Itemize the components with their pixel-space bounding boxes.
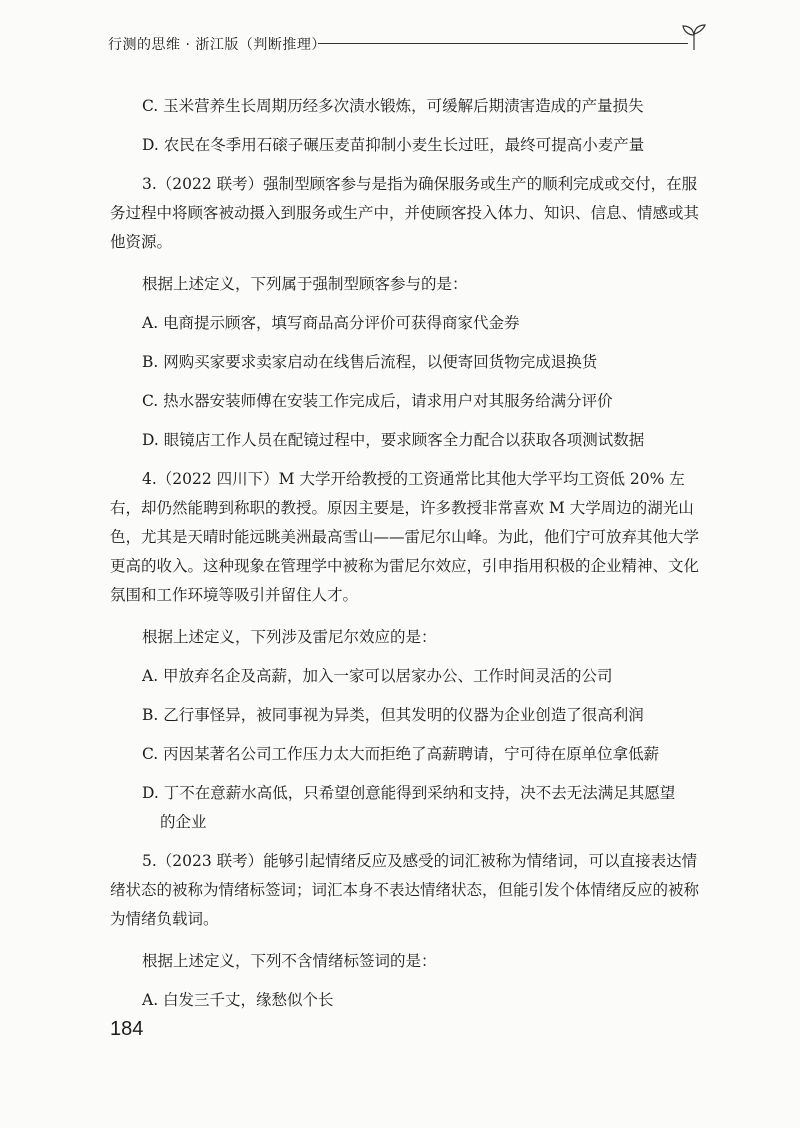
question-5-option-a: A. 白发三千丈，缘愁似个长 (142, 991, 334, 1009)
question-4-option-d-line1: D. 丁不在意薪水高低，只希望创意能得到采纳和支持，决不去无法满足其愿望 (142, 784, 676, 802)
header-title: 行测的思维 · 浙江版（判断推理） (108, 37, 326, 53)
question-4-option-a: A. 甲放弃名企及高薪，加入一家可以居家办公、工作时间灵活的公司 (142, 667, 613, 685)
page-number: 184 (110, 1018, 144, 1040)
question-4-ask: 根据上述定义，下列涉及雷尼尔效应的是： (142, 628, 437, 646)
question-5-text: 5.（2023 联考）能够引起情绪反应及感受的词汇被称为情绪词，可以直接表达情绪状态的被称为情绪标签词；词汇本身不表达情绪状态，但能引发个体情绪反应的被称为情绪负载词。 (110, 852, 700, 928)
question-4-option-d (110, 779, 710, 837)
question-3-text: 3.（2022 联考）强制型顾客参与是指为确保服务或生产的顺利完成或交付，在服务过程中将顾客被动摄入到服务或生产中，并使顾客投入体力、知识、信息、情感或其他资源。 (110, 175, 700, 251)
question-5-ask: 根据上述定义，下列不含情绪标签词的是： (142, 952, 437, 970)
question-3-option-b: B. 网购买家要求卖家启动在线售后流程，以便寄回货物完成退换货 (142, 353, 598, 371)
question-4-text: 4.（2022 四川下）M 大学开给教授的工资通常比其他大学平均工资低 20% 左右，却仍然能聘到称职的教授。原因主要是，许多教授非常喜欢 M 大学周边的湖光山色，尤其是天晴时能远眺美洲最高雪山——雷尼尔山峰。为此，他们宁可放弃其他大学更高的收入。这种现象在管理学中被称为雷尼尔效应，引申指用积极的企业精神、文化氛围和工作环境等吸引并留住人才。 (110, 470, 700, 604)
question-3-ask: 根据上述定义，下列属于强制型顾客参与的是： (142, 275, 468, 293)
question-3-option-a: A. 电商提示顾客，填写商品高分评价可获得商家代金券 (142, 314, 520, 332)
question-4-option-b: B. 乙行事怪异，被同事视为异类，但其发明的仪器为企业创造了很高利润 (142, 706, 644, 724)
question-3-option-c: C. 热水器安装师傅在安装工作完成后，请求用户对其服务给满分评价 (142, 392, 613, 410)
page-content (110, 92, 710, 1015)
running-header (108, 32, 708, 62)
question-4-option-c: C. 丙因某著名公司工作压力太大而拒绝了高薪聘请，宁可待在原单位拿低薪 (142, 745, 660, 763)
question-3-option-d: D. 眼镜店工作人员在配镜过程中，要求顾客全力配合以获取各项测试数据 (142, 431, 645, 449)
option-d-prev: D. 农民在冬季用石磙子碾压麦苗抑制小麦生长过旺，最终可提高小麦产量 (142, 136, 645, 154)
sprout-icon (678, 20, 710, 52)
question-4-option-d-line2: 的企业 (160, 813, 207, 831)
header-rule (318, 43, 688, 44)
option-c-prev: C. 玉米营养生长周期历经多次渍水锻炼，可缓解后期渍害造成的产量损失 (142, 97, 644, 115)
